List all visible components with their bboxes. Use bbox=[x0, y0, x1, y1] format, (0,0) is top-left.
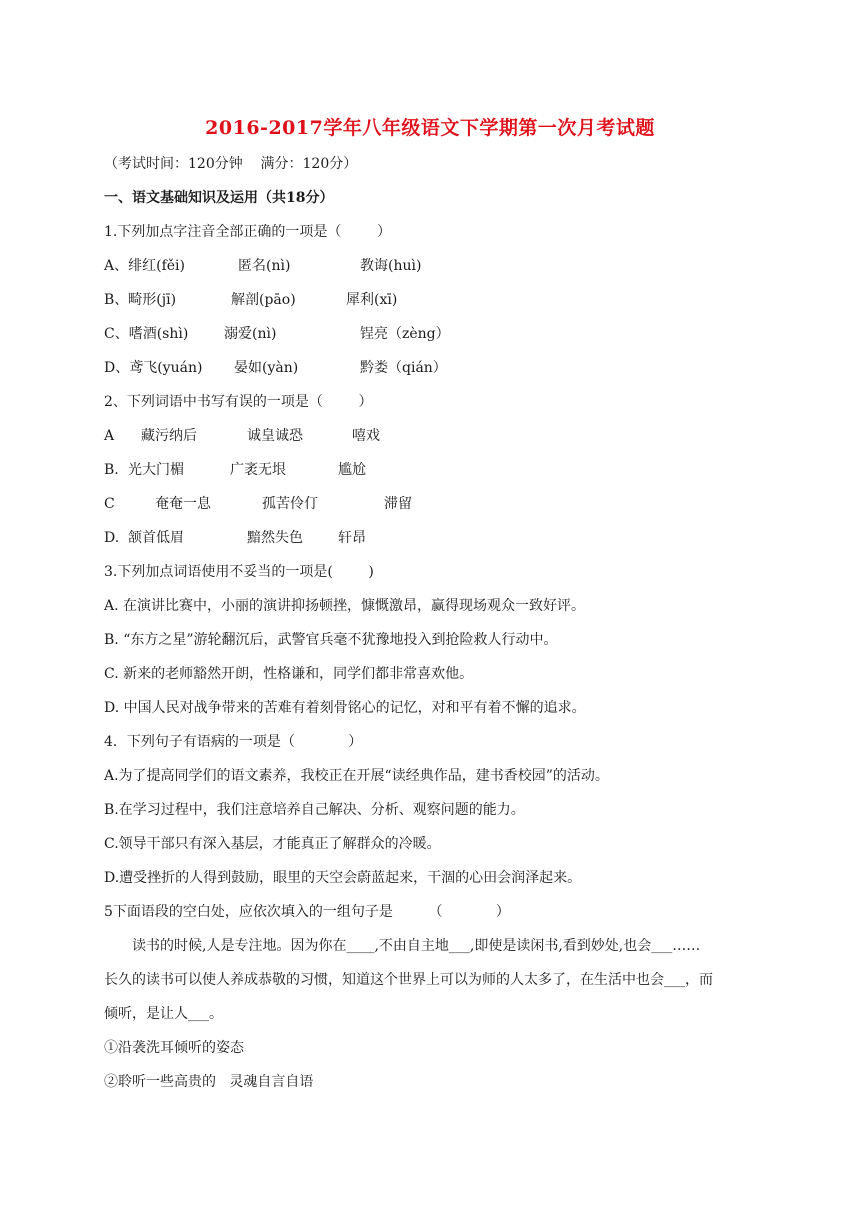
question-4-option-d: D.遭受挫折的人得到鼓励，眼里的天空会蔚蓝起来，干涸的心田会润泽起来。 bbox=[104, 870, 582, 886]
option-col-3: 犀利(xī) bbox=[346, 292, 398, 308]
question-3-option-d: D. 中国人民对战争带来的苦难有着刻骨铭心的记忆，对和平有着不懈的追求。 bbox=[104, 700, 586, 716]
question-1-stem: 1.下列加点字注音全部正确的一项是（ ） bbox=[104, 224, 391, 240]
option-col-3: 教诲(huì) bbox=[360, 258, 422, 274]
question-4-option-a: A.为了提高同学们的语文素养，我校正在开展“读经典作品，建书香校园”的活动。 bbox=[104, 768, 609, 784]
option-col-2: 解剖(pāo) bbox=[231, 292, 296, 308]
option-col-2: 广袤无垠 bbox=[230, 462, 286, 478]
option-label: D. bbox=[104, 530, 120, 546]
passage-line-2: 长久的读书可以使人养成恭敬的习惯，知道这个世界上可以为师的人太多了，在生活中也会___，而 bbox=[104, 972, 713, 988]
option-label: C bbox=[104, 496, 115, 512]
option-col-2: 匿名(nì) bbox=[238, 258, 291, 274]
option-col-1: B、畸形(jī) bbox=[104, 292, 177, 308]
option-col-3: 轩昂 bbox=[338, 530, 366, 546]
question-4-option-c: C.领导干部只有深入基层，才能真正了解群众的冷暖。 bbox=[104, 836, 441, 852]
option-col-2: 诚皇诚恐 bbox=[247, 428, 303, 444]
option-col-1: 光大门楣 bbox=[128, 462, 184, 478]
option-col-1: 藏污纳后 bbox=[141, 428, 197, 444]
exam-title: 2016-2017学年八年级语文下学期第一次月考试题 bbox=[205, 117, 655, 139]
question-3-option-c: C. 新来的老师豁然开朗，性格谦和，同学们都非常喜欢他。 bbox=[104, 666, 474, 682]
option-col-1: A、绯红(fěi) bbox=[104, 258, 185, 274]
option-col-1: 颔首低眉 bbox=[128, 530, 184, 546]
question-5-stem: 5下面语段的空白处，应依次填入的一组句子是 （ ） bbox=[104, 904, 510, 920]
option-col-1: 奄奄一息 bbox=[155, 496, 211, 512]
option-col-1: C、嗜酒(shì) bbox=[104, 326, 189, 342]
option-col-2: 晏如(yàn) bbox=[234, 360, 299, 376]
question-5-choice-2: ②聆听一些高贵的 灵魂自言自语 bbox=[104, 1074, 314, 1090]
question-3-stem: 3.下列加点词语使用不妥当的一项是( ) bbox=[104, 564, 374, 580]
option-col-3: 滞留 bbox=[384, 496, 412, 512]
question-2-stem: 2、下列词语中书写有误的一项是（ ） bbox=[104, 394, 373, 410]
exam-info: （考试时间：120分钟 满分：120分） bbox=[104, 156, 358, 172]
option-col-2: 孤苦伶仃 bbox=[262, 496, 318, 512]
option-col-3: 嘻戏 bbox=[352, 428, 380, 444]
question-3-option-a: A. 在演讲比赛中，小丽的演讲抑扬顿挫，慷慨激昂，赢得现场观众一致好评。 bbox=[104, 598, 586, 614]
option-label: A bbox=[104, 428, 115, 444]
question-3-option-b: B. “东方之星”游轮翻沉后，武警官兵毫不犹豫地投入到抢险救人行动中。 bbox=[104, 632, 558, 648]
option-label: B. bbox=[104, 462, 119, 478]
option-col-3: 尴尬 bbox=[338, 462, 366, 478]
section-heading: 一、语文基础知识及运用（共18分） bbox=[104, 190, 334, 206]
question-5-choice-1: ①沿袭洗耳倾听的姿态 bbox=[104, 1040, 244, 1056]
option-col-2: 黯然失色 bbox=[247, 530, 303, 546]
option-col-1: D、鸢飞(yuán) bbox=[104, 360, 203, 376]
option-col-2: 溺爱(nì) bbox=[224, 326, 277, 342]
passage-line-3: 倾听，是让人___。 bbox=[104, 1006, 223, 1022]
option-col-3: 黔娄（qián） bbox=[360, 360, 447, 376]
option-col-3: 锃亮（zèng） bbox=[360, 326, 450, 342]
question-4-stem: 4．下列句子有语病的一项是（ ） bbox=[104, 734, 363, 750]
passage-line-1: 读书的时候,人是专注地。因为你在____,不由自主地___,即使是读闲书,看到妙处,也会___…… bbox=[132, 938, 701, 954]
question-4-option-b: B.在学习过程中，我们注意培养自己解决、分析、观察问题的能力。 bbox=[104, 802, 525, 818]
